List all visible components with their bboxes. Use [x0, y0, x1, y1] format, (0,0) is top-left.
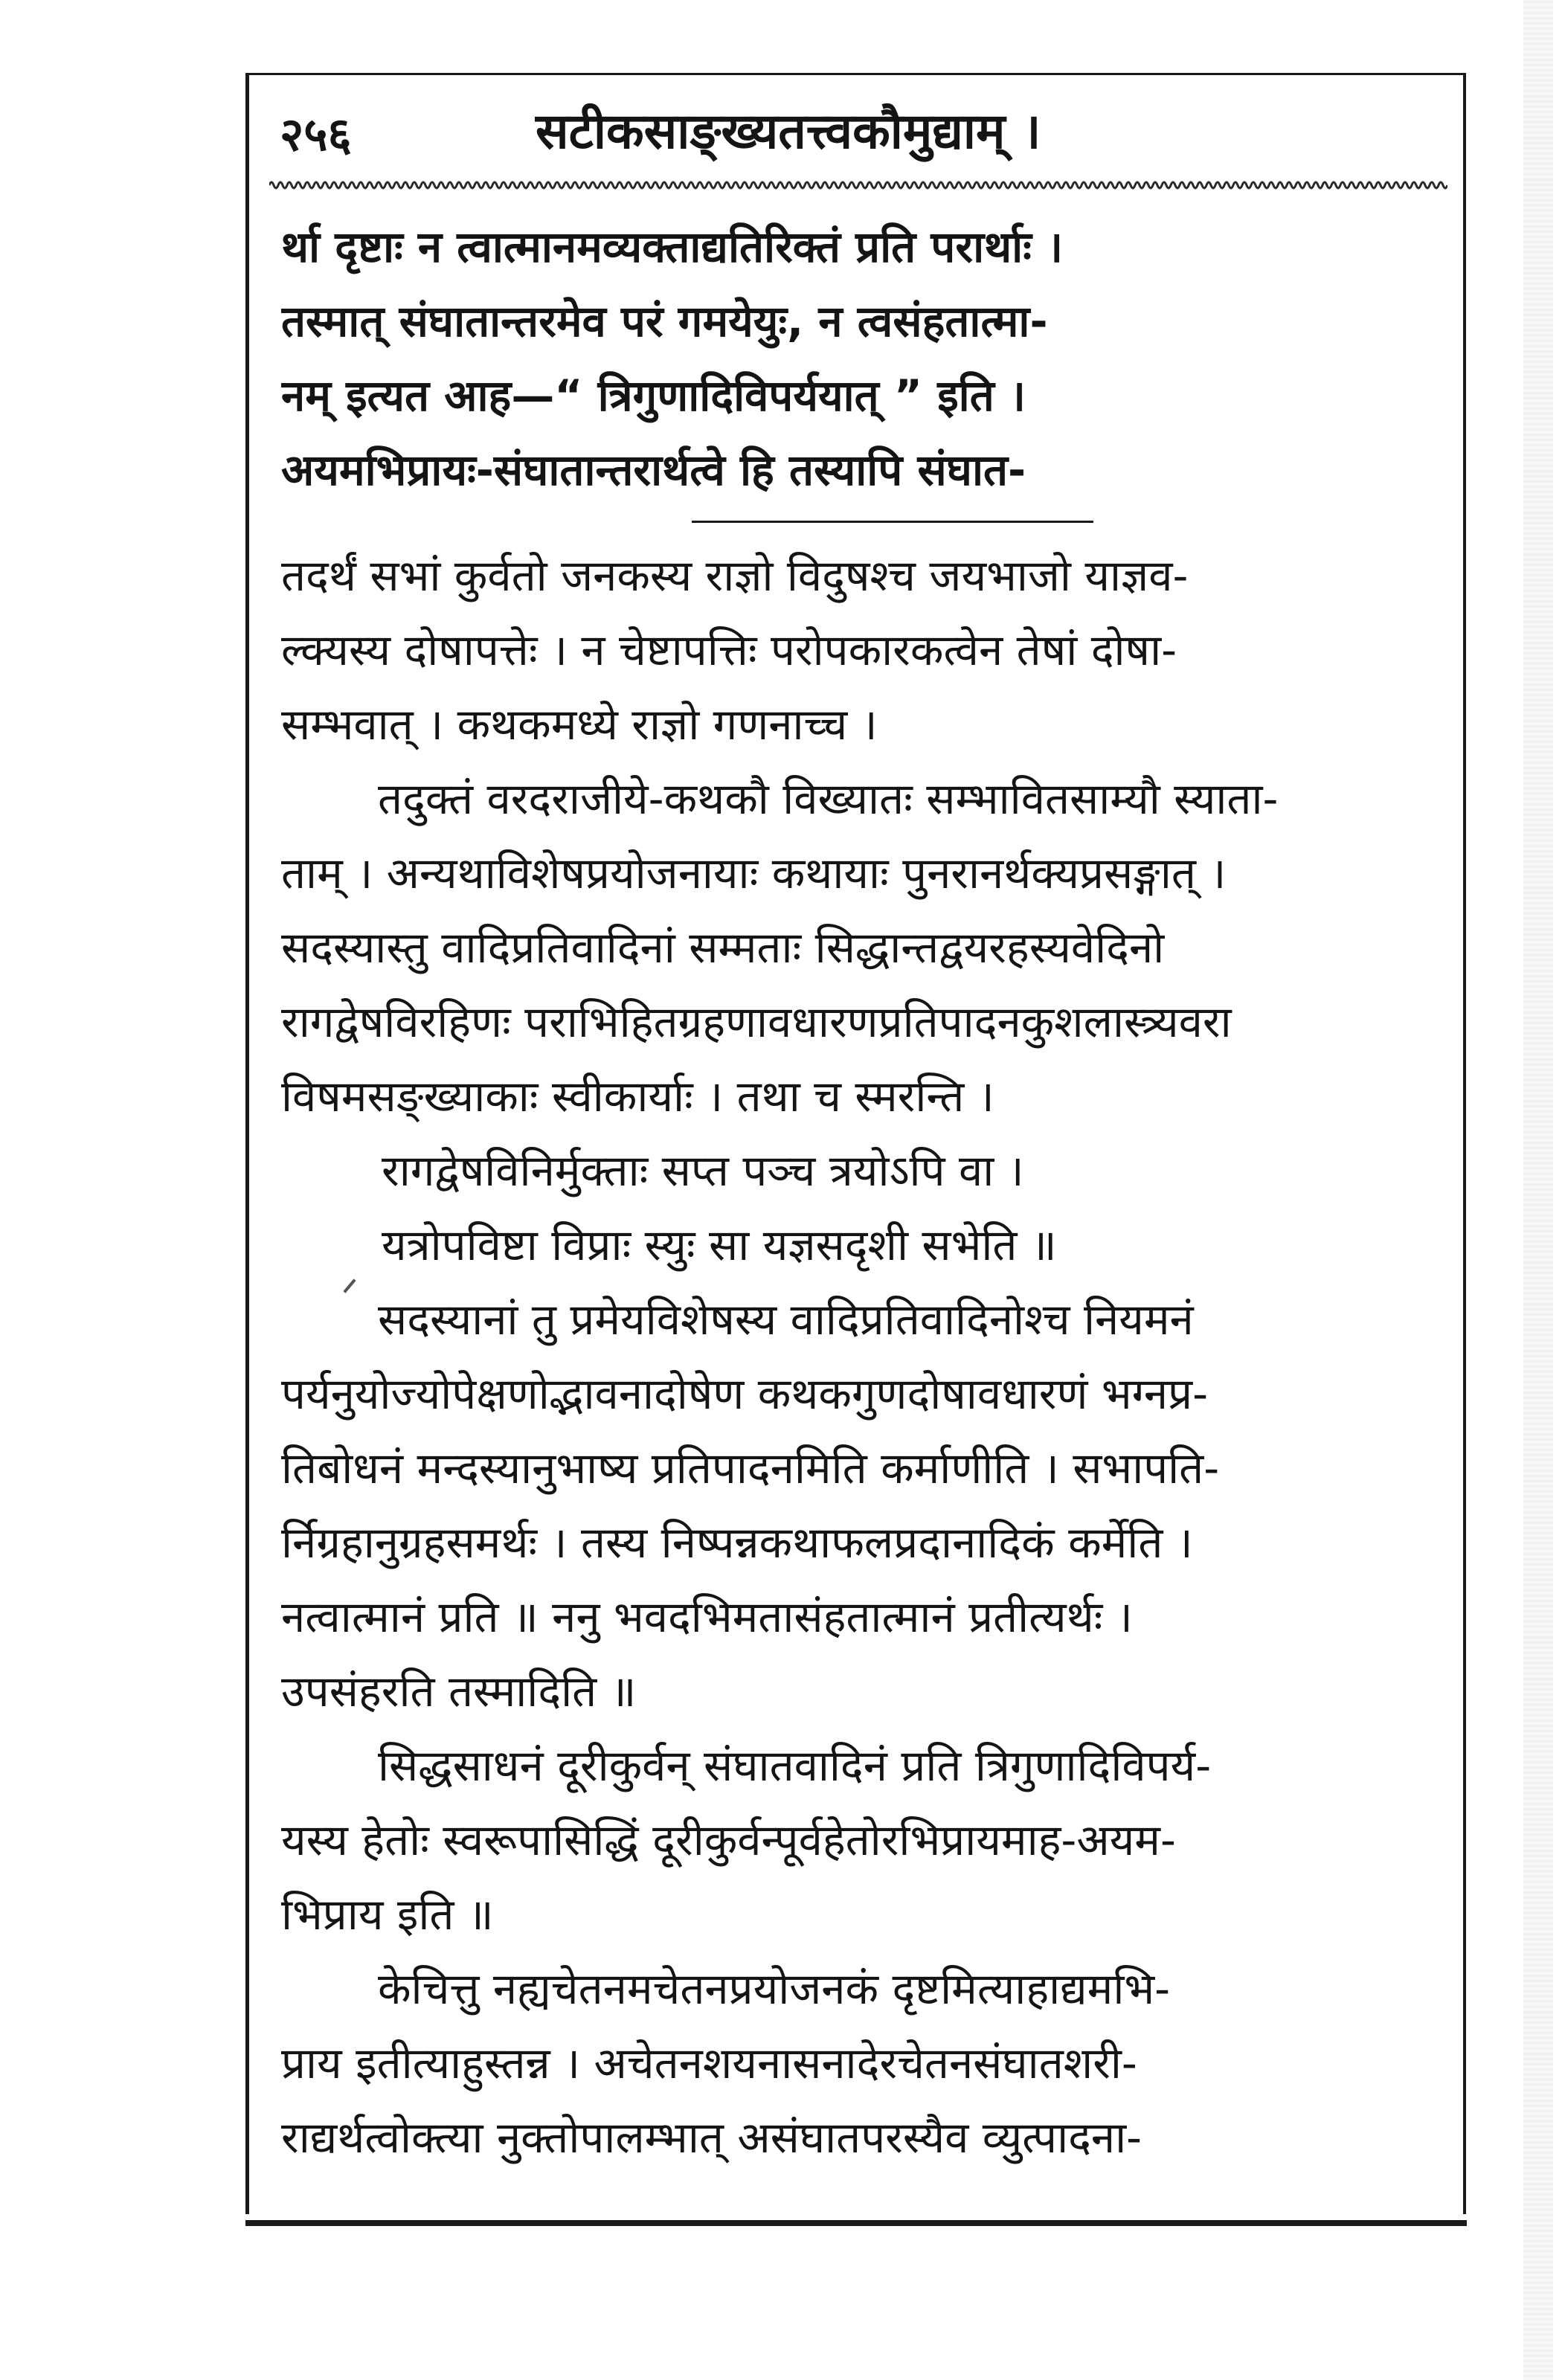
gloss-line: सिद्धसाधनं दूरीकुर्वन् संघातवादिनं प्रति त्रिगुणादिविपर्य-: [378, 1740, 1212, 1791]
commentary-line: अयमभिप्रायः-संघातान्तरार्थत्वे हि तस्यापि संघात-: [281, 445, 1026, 495]
page-binding-edge: [1523, 0, 1553, 2380]
gloss-line: तदर्थं सभां कुर्वतो जनकस्य राज्ञो विदुषश्च जयभाजो याज्ञव-: [281, 550, 1189, 601]
gloss-line: पर्यनुयोज्योपेक्षणोद्भावनादोषेण कथकगुणदोषावधारणं भग्नप्र-: [281, 1368, 1209, 1419]
gloss-block: [281, 538, 1439, 2175]
gloss-line: नत्वात्मानं प्रति ॥ ननु भवदभिमतासंहतात्मानं प्रतीत्यर्थः ।: [281, 1592, 1133, 1642]
commentary-line: र्था दृष्टाः न त्वात्मानमव्यक्ताद्यतिरिक्तं प्रति परार्थाः ।: [281, 222, 1064, 272]
verse-line: रागद्वेषविनिर्मुक्ताः सप्त पञ्च त्रयोऽपि वा ।: [382, 1145, 1024, 1196]
commentary-block: [281, 210, 1439, 507]
running-title: सटीकसाङ्ख्यतत्त्वकौमुद्याम् ।: [536, 103, 1041, 160]
gloss-line: प्राय इतीत्याहुस्तन्न । अचेतनशयनासनादेरचेतनसंघातशरी-: [281, 2038, 1137, 2088]
section-divider-rule: [692, 521, 1093, 523]
commentary-line: नम् इत्यत आह—“ त्रिगुणादिविपर्ययात् ” इति ।: [281, 370, 1026, 421]
gloss-line: विषमसङ्ख्याकाः स्वीकार्याः । तथा च स्मरन्ति ।: [281, 1071, 994, 1122]
gloss-line: यस्य हेतोः स्वरूपासिद्धिं दूरीकुर्वन्पूर्वहेतोरभिप्रायमाह-अयम-: [281, 1815, 1176, 1865]
gloss-line: सम्भवात् । कथकमध्ये राज्ञो गणनाच्च ।: [281, 699, 878, 750]
gloss-line: तिबोधनं मन्दस्यानुभाष्य प्रतिपादनमिति कर्माणीति । सभापति-: [281, 1443, 1220, 1493]
gloss-line: सदस्यानां तु प्रमेयविशेषस्य वादिप्रतिवादिनोश्च नियमनं: [378, 1294, 1194, 1345]
gloss-line: राद्यर्थत्वोक्त्या नुक्तोपालम्भात् असंघातपरस्यैव व्युत्पादना-: [281, 2112, 1142, 2163]
page-number: २५६: [280, 107, 352, 161]
page-bottom-rule: [245, 2220, 1467, 2226]
gloss-line: सदस्यास्तु वादिप्रतिवादिनां सम्मताः सिद्धान्तद्वयरहस्यवेदिनो: [281, 922, 1165, 973]
gloss-line: ताम् । अन्यथाविशेषप्रयोजनायाः कथायाः पुनरानर्थक्यप्रसङ्गात् ।: [281, 848, 1227, 898]
gloss-line: उपसंहरति तस्मादिति ॥: [281, 1666, 637, 1717]
gloss-line: तदुक्तं वरदराजीये-कथकौ विख्यातः सम्भावितसाम्यौ स्याता-: [378, 774, 1279, 824]
commentary-line: तस्मात् संघातान्तरमेव परं गमयेयुः, न त्वसंहतात्मा-: [281, 296, 1048, 347]
header-wavy-rule: [269, 177, 1447, 193]
gloss-line: र्निग्रहानुग्रहसमर्थः । तस्य निष्पन्नकथाफलप्रदानादिकं कर्मेति ।: [281, 1517, 1193, 1568]
gloss-line: केचित्तु नह्यचेतनमचेतनप्रयोजनकं दृष्टमित्याहाद्यमभि-: [378, 1964, 1171, 2014]
verse-line: यत्रोपविष्टा विप्राः स्युः सा यज्ञसदृशी सभेति ॥: [382, 1220, 1057, 1270]
gloss-line: भिप्राय इति ॥: [281, 1889, 494, 1940]
gloss-line: ल्क्यस्य दोषापत्तेः । न चेष्टापत्तिः परोपकारकत्वेन तेषां दोषा-: [281, 625, 1177, 675]
gloss-line: रागद्वेषविरहिणः पराभिहितग्रहणावधारणप्रतिपादनकुशलास्त्र्यवरा: [281, 997, 1232, 1047]
